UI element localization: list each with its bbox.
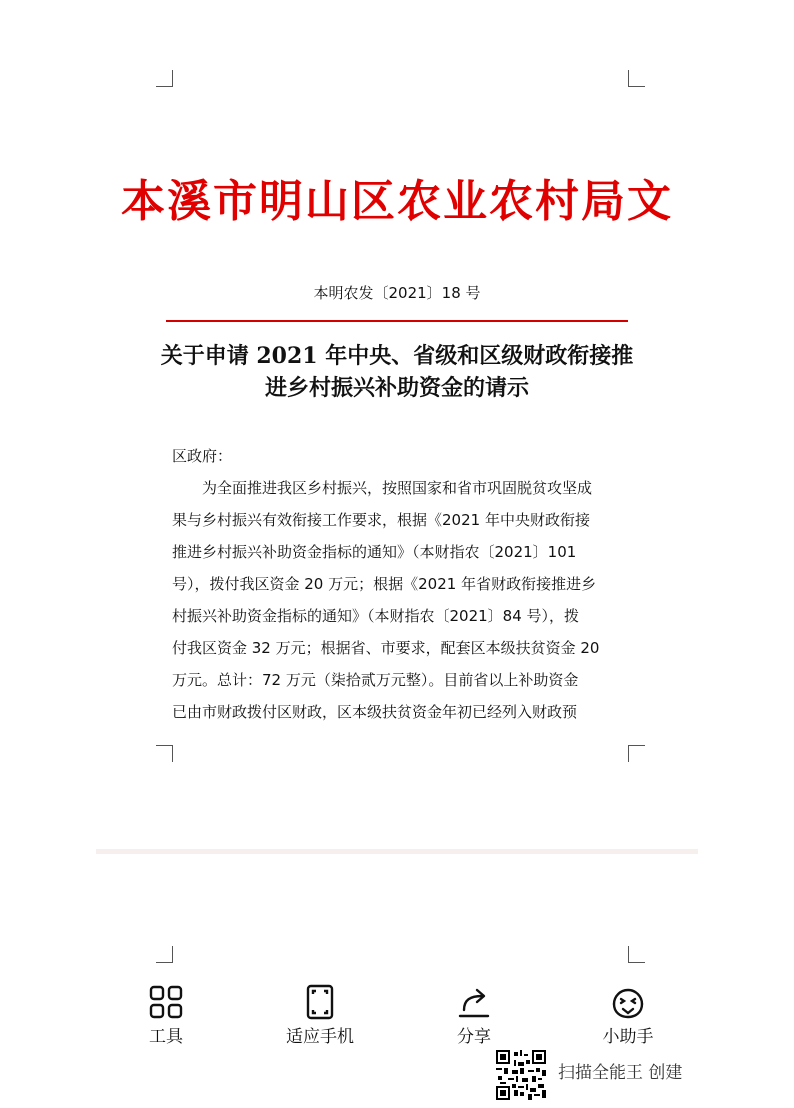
share-label: 分享 xyxy=(457,1027,491,1047)
salutation: 区政府： xyxy=(172,447,233,465)
crop-mark-page2-top-left xyxy=(156,946,173,963)
body-line: 村振兴补助资金指标的通知》（本财指农〔2021〕84 号），拨 xyxy=(172,607,580,625)
document-number: 本明农发〔2021〕18 号 xyxy=(313,284,481,302)
document-subject xyxy=(150,340,644,404)
crop-mark-top-left xyxy=(156,70,173,87)
red-divider-line xyxy=(166,320,628,322)
fit-phone-label: 适应手机 xyxy=(286,1027,354,1047)
crop-mark-page2-top-right xyxy=(628,946,645,963)
crop-mark-top-right xyxy=(628,70,645,87)
fit-screen-icon xyxy=(300,982,340,1022)
watermark-text: 扫描全能王 创建 xyxy=(558,1063,683,1083)
subject-line: 关于申请 2021 年中央、省级和区级财政衔接推 xyxy=(160,343,634,369)
tools-button[interactable] xyxy=(106,982,226,1048)
body-line: 为全面推进我区乡村振兴，按照国家和省市巩固脱贫攻坚成 xyxy=(172,479,593,497)
body-line: 果与乡村振兴有效衔接工作要求，根据《2021 年中央财政衔接 xyxy=(172,511,590,529)
scanner-watermark xyxy=(496,1050,726,1100)
body-line: 万元。总计：72 万元（柒拾贰万元整）。目前省以上补助资金 xyxy=(172,671,579,689)
share-button[interactable] xyxy=(414,982,534,1048)
document-org-title: 本溪市明山区农业农村局文 xyxy=(121,176,673,227)
qr-code-icon xyxy=(496,1050,546,1100)
body-line: 号），拨付我区资金 20 万元；根据《2021 年省财政衔接推进乡 xyxy=(172,575,597,593)
share-icon xyxy=(454,982,494,1022)
body-line: 已由市财政拨付区财政，区本级扶贫资金年初已经列入财政预 xyxy=(172,703,578,721)
fit-phone-button[interactable] xyxy=(260,982,380,1048)
assistant-face-icon xyxy=(608,982,648,1022)
tools-grid-icon xyxy=(146,982,186,1022)
crop-mark-bottom-left xyxy=(156,745,173,762)
subject-line: 进乡村振兴补助资金的请示 xyxy=(264,375,529,401)
tools-label: 工具 xyxy=(149,1027,183,1047)
page-separator xyxy=(96,849,698,854)
assistant-label: 小助手 xyxy=(602,1027,654,1047)
assistant-button[interactable] xyxy=(568,982,688,1048)
body-line: 推进乡村振兴补助资金指标的通知》（本财指农〔2021〕101 xyxy=(172,543,577,561)
body-line: 付我区资金 32 万元；根据省、市要求，配套区本级扶贫资金 20 xyxy=(172,639,600,657)
document-page-2 xyxy=(96,855,698,975)
crop-mark-bottom-right xyxy=(628,745,645,762)
